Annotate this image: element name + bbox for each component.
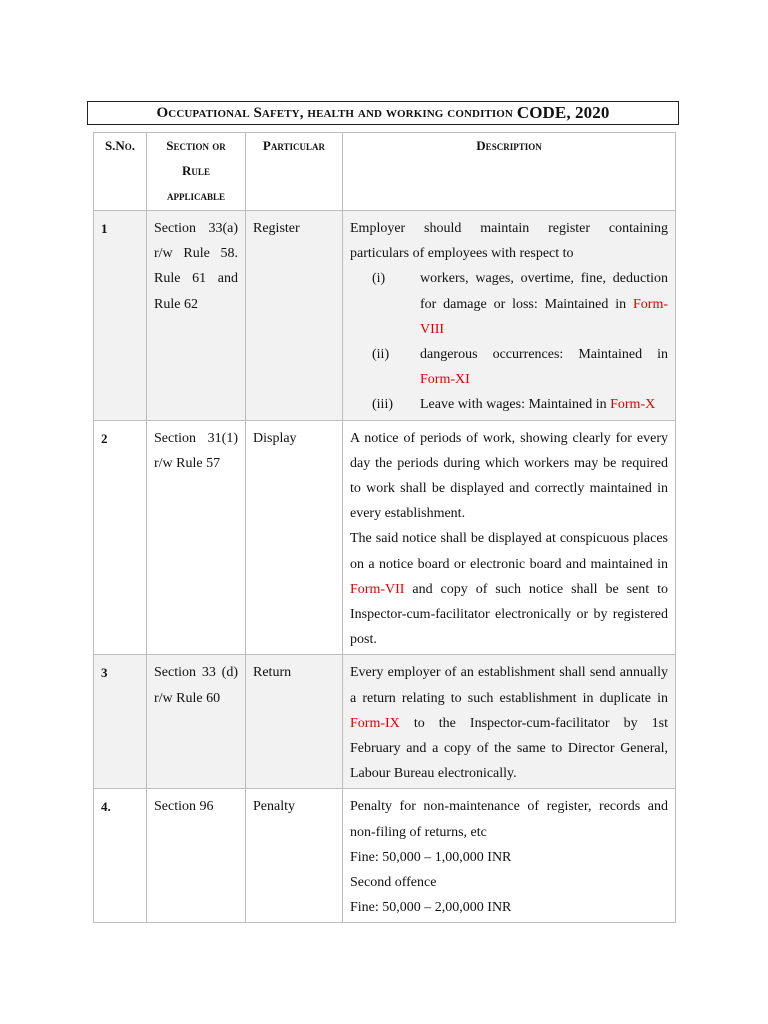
form-reference: Form-VIII xyxy=(420,296,668,337)
item-text: dangerous occurrences: Maintained in xyxy=(420,347,668,363)
row-description xyxy=(343,420,676,655)
header-description: Description xyxy=(343,133,676,211)
list-item xyxy=(350,392,668,417)
row-particular: Penalty xyxy=(246,789,343,923)
document-title xyxy=(87,101,679,125)
list-item xyxy=(350,266,668,342)
row-description xyxy=(343,655,676,789)
row-sno: 2 xyxy=(94,420,147,655)
form-reference: Form-IX xyxy=(350,715,400,731)
row-section: Section 96 xyxy=(147,789,246,923)
description-text: to the Inspector-cum-facilitator by 1st February and a copy of the same to Director General, Labour Bureau electronically. xyxy=(350,715,668,782)
compliance-table xyxy=(93,132,676,923)
item-text: workers, wages, overtime, fine, deduction for damage or loss: Maintained in xyxy=(420,271,668,312)
table-row xyxy=(94,655,676,789)
form-reference: Form-VII xyxy=(350,581,405,597)
item-number: (iii) xyxy=(372,397,393,413)
row-description xyxy=(343,789,676,923)
description-line: Fine: 50,000 – 2,00,000 INR xyxy=(350,900,512,916)
item-number: (i) xyxy=(372,271,386,287)
row-sno: 4. xyxy=(94,789,147,923)
header-particular: Particular xyxy=(246,133,343,211)
table-row xyxy=(94,211,676,421)
row-particular: Register xyxy=(246,211,343,421)
header-sno: S.No. xyxy=(94,133,147,211)
description-text: Every employer of an establishment shall send annually a return relating to such establishment in duplicate in xyxy=(350,665,668,706)
row-section: Section 33 (d) r/w Rule 60 xyxy=(147,655,246,789)
table-row xyxy=(94,789,676,923)
description-paragraph: A notice of periods of work, showing clearly for every day the periods during which workers may be required to work shall be displayed and correctly maintained in every establishment. xyxy=(350,430,668,522)
title-main: Occupational Safety, health and working condition xyxy=(156,104,513,121)
row-particular: Return xyxy=(246,655,343,789)
description-line: Fine: 50,000 – 1,00,000 INR xyxy=(350,849,512,865)
form-reference: Form-X xyxy=(610,397,656,413)
paragraph-text: The said notice shall be displayed at conspicuous places on a notice board or electronic board and maintained in xyxy=(350,531,668,572)
row-sno: 1 xyxy=(94,211,147,421)
description-line: Penalty for non-maintenance of register, records and non-filing of returns, etc xyxy=(350,799,668,840)
row-description xyxy=(343,211,676,421)
description-paragraph xyxy=(350,526,668,652)
item-text: Leave with wages: Maintained in xyxy=(420,397,611,413)
row-sno: 3 xyxy=(94,655,147,789)
row-section: Section 31(1) r/w Rule 57 xyxy=(147,420,246,655)
header-row xyxy=(94,133,676,211)
title-code: CODE, 2020 xyxy=(516,103,610,122)
list-item xyxy=(350,342,668,392)
row-particular: Display xyxy=(246,420,343,655)
header-section: Section or Rule applicable xyxy=(147,133,246,211)
description-intro: Employer should maintain register containing particulars of employees with respect to xyxy=(350,221,668,262)
form-reference: Form-XI xyxy=(420,372,470,388)
paragraph-text: and copy of such notice shall be sent to Inspector-cum-facilitator electronically or by registered post. xyxy=(350,581,668,648)
description-line: Second offence xyxy=(350,875,437,891)
item-number: (ii) xyxy=(372,347,390,363)
row-section: Section 33(a) r/w Rule 58. Rule 61 and Rule 62 xyxy=(147,211,246,421)
table-row xyxy=(94,420,676,655)
